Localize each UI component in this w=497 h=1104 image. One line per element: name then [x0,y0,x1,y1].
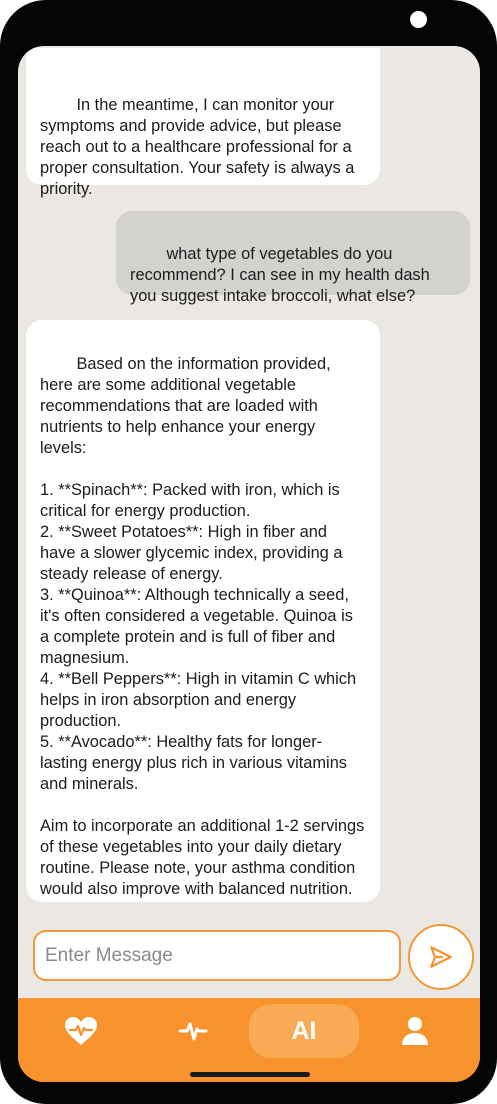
user-message-text: what type of vegetables do you recommend? I can see in my health dash you suggest intake broccoli, what else? [130,245,435,305]
home-indicator[interactable] [190,1072,310,1077]
send-icon [428,944,454,970]
user-message-bubble [116,211,470,305]
activity-icon [178,1018,208,1044]
user-icon [401,1016,429,1046]
nav-ai-label: AI [291,1016,317,1045]
message-input[interactable] [33,930,401,981]
nav-health-tab[interactable] [56,1004,106,1058]
chat-thread[interactable] [18,46,480,916]
ai-message-bubble [26,48,380,198]
ai-message-bubble [26,320,380,902]
nav-ai-tab[interactable] [249,1004,359,1058]
ai-message-text: In the meantime, I can monitor your symptoms and provide advice, but please reach out to a healthcare professional for a proper consultation. Your safety is always a priority. [40,96,359,198]
front-camera [410,11,427,28]
nav-profile-tab[interactable] [390,1004,440,1058]
heart-pulse-icon [64,1016,98,1046]
nav-activity-tab[interactable] [168,1004,218,1058]
composer [18,924,480,994]
bottom-nav [18,998,480,1082]
send-button[interactable] [408,924,474,990]
ai-message-text: Based on the information provided, here are some additional vegetable recommendations that are loaded with nutrients to help enhance your energy levels: 1. **Spinach**: Packed with iron, which is critical for energy production. 2. **Sweet Potatoes**: High in fiber and have a slower glycemic index, providing a steady release of energy. 3. **Quinoa**: Although technically a seed, it's often considered a vegetable. Quinoa is a complete protein and is full of fiber and magnesium. 4. **Bell Peppers**: High in vitamin C which helps in iron absorption and energy production. 5. **Avocado**: Healthy fats for longer-lasting energy plus rich in various vitamins and minerals. Aim to incorporate an additional 1-2 servings of these vegetables into your daily dietary routine. Please note, your asthma condition would also improve with balanced nutrition. [40,355,365,898]
app-screen [18,46,480,1082]
